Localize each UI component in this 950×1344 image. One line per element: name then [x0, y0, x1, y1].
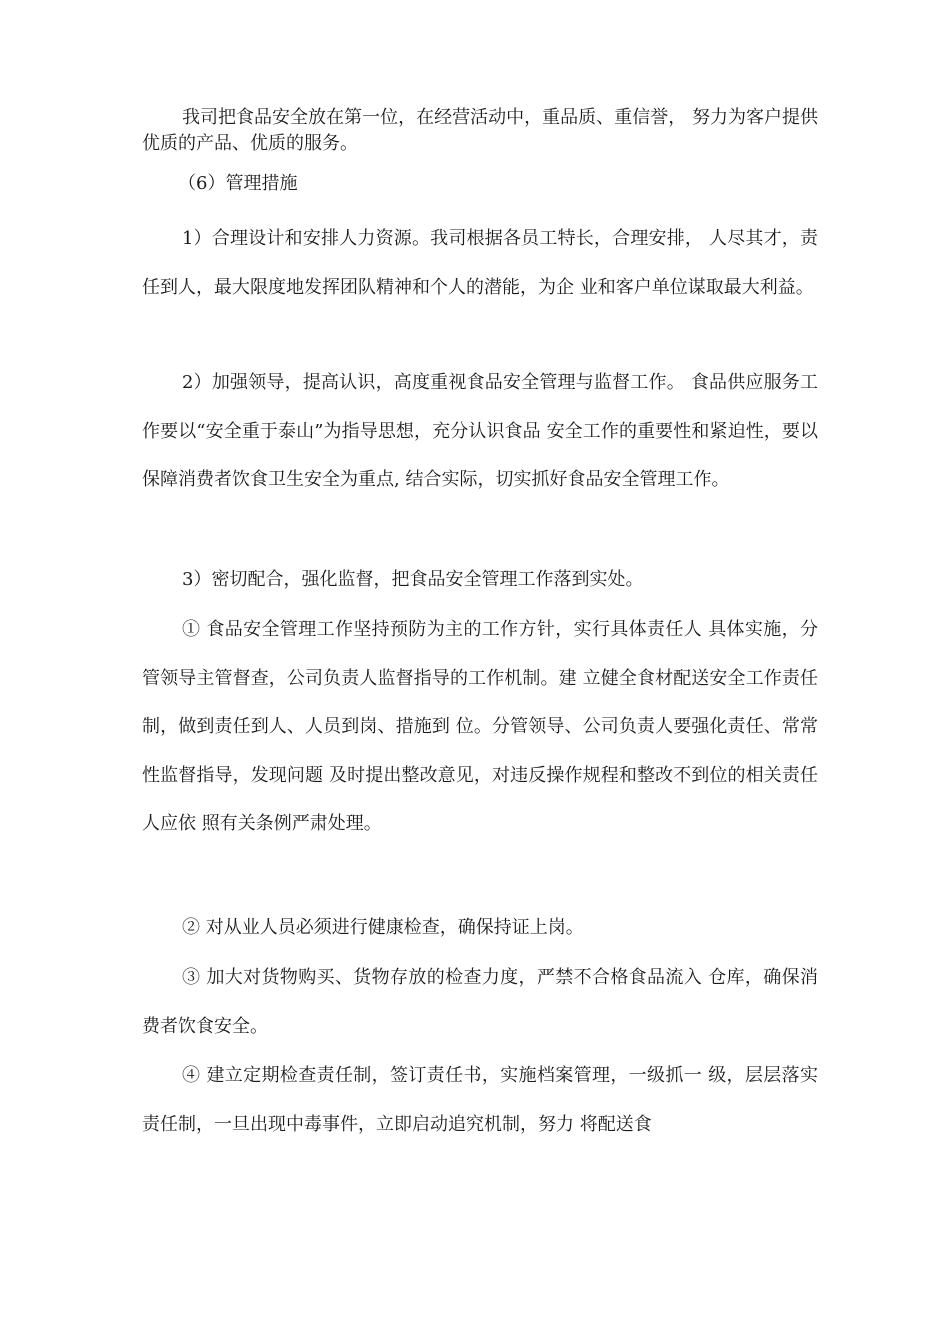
paragraph-strengthen-leadership: 2）加强领导，提高认识，高度重视食品安全管理与监督工作。 食品供应服务工作要以“安全重于泰山”为指导思想，充分认识食品 安全工作的重要性和紧迫性，要以保障消费者饮食卫生安全为重点, 结合实际，切实抓好食品安全管理工作。 — [142, 372, 818, 490]
list-item-regular-check: ④ 建立定期检查责任制，签订责任书，实施档案管理，一级抓一 级，层层落实责任制，一旦出现中毒事件，立即启动追究机制，努力 将配送食 — [142, 1065, 818, 1135]
list-item-prevention-policy: ① 食品安全管理工作坚持预防为主的工作方针，实行具体责任人 具体实施，分管领导主管督查，公司负责人监督指导的工作机制。建 立健全食材配送安全工作责任制，做到责任到人、人员到岗、措施到 位。分管领导、公司负责人要强化责任、常常性监督指导，发现问题 及时提出整改意见，对违反操作规程和整改不到位的相关责任人应依 照有关条例严肃处理。 — [142, 619, 818, 834]
paragraph-human-resources: 1）合理设计和安排人力资源。我司根据各员工特长，合理安排， 人尽其才，责任到人，最大限度地发挥团队精神和个人的潜能，为企 业和客户单位谋取最大利益。 — [142, 228, 818, 298]
list-item-health-check: ② 对从业人员必须进行健康检查，确保持证上岗。 — [182, 917, 584, 938]
section-heading-management-measures: （6）管理措施 — [178, 173, 298, 194]
paragraph-food-safety-first: 我司把食品安全放在第一位，在经营活动中，重品质、重信誉， 努力为客户提供优质的产品、优质的服务。 — [142, 107, 818, 154]
list-item-inspection: ③ 加大对货物购买、货物存放的检查力度，严禁不合格食品流入 仓库，确保消费者饮食安全。 — [142, 967, 818, 1037]
paragraph-close-cooperation: 3）密切配合，强化监督，把食品安全管理工作落到实处。 — [182, 569, 644, 590]
